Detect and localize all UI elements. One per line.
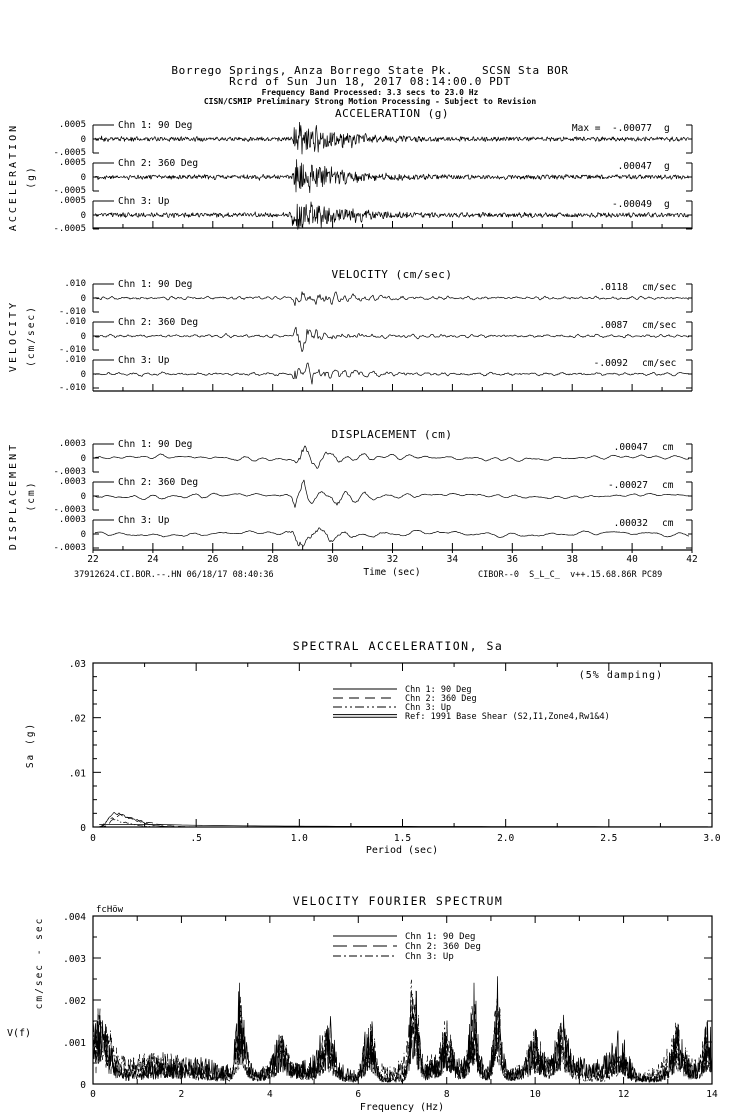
displacement-max-unit: cm <box>662 518 674 529</box>
fourier-xtick-label: 4 <box>266 1089 273 1100</box>
sa-xtick-label: 1.0 <box>290 833 308 844</box>
time-tick-label: 26 <box>207 554 219 565</box>
displacement-scale-bottom-label: -.0003 <box>53 505 86 515</box>
fourier-xtick-label: 14 <box>706 1089 718 1100</box>
fourier-xlabel: Frequency (Hz) <box>359 1102 445 1113</box>
fourier-xtick-label: 2 <box>178 1089 185 1100</box>
sa-plot-title: SPECTRAL ACCELERATION, Sa <box>292 639 504 653</box>
acceleration-axis-unit: (g) <box>26 165 37 189</box>
velocity-scale-top-label: .010 <box>64 279 86 289</box>
time-series-panels <box>53 120 697 565</box>
velocity-scale-zero-label: 0 <box>80 332 86 342</box>
record-id-footer: 37912624.CI.BOR.--.HN 06/18/17 08:40:36 <box>74 570 274 580</box>
processing-footer: CIBOR--0 S_L_C_ v++.15.68.86R PC89 <box>478 570 663 580</box>
acceleration-scale-bottom-label: -.0005 <box>53 224 86 234</box>
time-tick-label: 34 <box>446 554 459 565</box>
record-timestamp: Rcrd of Sun Jun 18, 2017 08:14:00.0 PDT <box>229 75 511 88</box>
velocity-scale-zero-label: 0 <box>80 294 86 304</box>
velocity-scale-zero-label: 0 <box>80 370 86 380</box>
frequency-band-note: Frequency Band Processed: 3.3 secs to 23.0 Hz <box>261 88 479 97</box>
fourier-xtick-label: 6 <box>355 1089 362 1100</box>
fourier-xtick-label: 0 <box>90 1089 96 1100</box>
velocity-axis-unit: (cm/sec) <box>26 305 37 367</box>
velocity-max-value: .0118 <box>599 282 628 293</box>
sa-curve-ref <box>99 825 708 827</box>
sa-legend-chn2: Chn 2: 360 Deg <box>405 694 477 704</box>
acceleration-max-value: .00047 <box>617 161 652 172</box>
acceleration-panel-title: ACCELERATION (g) <box>335 107 449 120</box>
sa-legend-chn3: Chn 3: Up <box>405 703 452 713</box>
acceleration-channel-label: Chn 1: 90 Deg <box>118 120 193 131</box>
acceleration-max-value: Max = -.00077 <box>571 123 652 134</box>
time-tick-label: 38 <box>566 554 578 565</box>
sa-xtick-label: 0 <box>90 833 96 844</box>
acceleration-scale-top-label: .0005 <box>58 158 86 168</box>
time-axis-label: Time (sec) <box>363 567 421 578</box>
sa-xtick-label: 2.0 <box>497 833 515 844</box>
fourier-ytick-label: .002 <box>63 996 86 1007</box>
acceleration-scale-bottom-label: -.0005 <box>53 186 86 196</box>
displacement-channel-label: Chn 2: 360 Deg <box>118 477 199 488</box>
sa-xtick-label: 2.5 <box>600 833 618 844</box>
acceleration-max-unit: g <box>664 161 670 172</box>
time-tick-label: 36 <box>506 554 519 565</box>
displacement-panel-title: DISPLACEMENT (cm) <box>331 428 453 441</box>
acceleration-max-unit: g <box>664 199 670 210</box>
fourier-ytick-label: .004 <box>63 912 86 923</box>
time-tick-label: 28 <box>266 554 279 565</box>
acceleration-scale-zero-label: 0 <box>80 173 86 183</box>
velocity-channel-label: Chn 2: 360 Deg <box>118 317 199 328</box>
time-tick-label: 42 <box>686 554 698 565</box>
sa-xtick-label: 1.5 <box>393 833 412 844</box>
velocity-channel-label: Chn 1: 90 Deg <box>118 279 193 290</box>
displacement-scale-zero-label: 0 <box>80 530 86 540</box>
velocity-max-value: -.0092 <box>593 358 628 369</box>
displacement-axis-label: DISPLACEMENT <box>8 441 19 551</box>
velocity-scale-bottom-label: -.010 <box>58 383 86 393</box>
displacement-max-value: .00047 <box>613 442 648 453</box>
acceleration-waveform-chn3 <box>95 202 688 230</box>
displacement-channel-label: Chn 1: 90 Deg <box>118 439 193 450</box>
fourier-ytick-label: 0 <box>80 1080 86 1091</box>
sa-ytick-label: .01 <box>68 768 86 780</box>
velocity-waveform-chn1 <box>95 292 689 306</box>
sa-xtick-label: 3.0 <box>703 833 721 844</box>
sa-curve-chn1 <box>99 812 703 827</box>
fourier-legend-chn2: Chn 2: 360 Deg <box>405 942 481 952</box>
acceleration-scale-zero-label: 0 <box>80 135 86 145</box>
sa-plot-frame <box>93 663 712 827</box>
velocity-max-unit: cm/sec <box>642 282 677 293</box>
fourier-legend <box>333 932 481 962</box>
velocity-panel-title: VELOCITY (cm/sec) <box>331 268 453 281</box>
station-title: Borrego Springs, Anza Borrego State Pk. SCSN Sta BOR <box>171 64 569 77</box>
damping-note: (5% damping) <box>578 670 663 681</box>
acceleration-max-unit: g <box>664 123 670 134</box>
fourier-ylabel-units: cm/sec - sec <box>34 916 45 1010</box>
displacement-channel-label: Chn 3: Up <box>118 515 170 526</box>
time-tick-label: 32 <box>386 554 399 565</box>
acceleration-axis-label: ACCELERATION <box>8 122 19 232</box>
acceleration-max-value: -.00049 <box>611 199 652 210</box>
acceleration-scale-bottom-label: -.0005 <box>53 148 86 158</box>
sa-legend-ref: Ref: 1991 Base Shear (S2,I1,Zone4,Rw1&4) <box>405 712 610 722</box>
sa-plot-content <box>69 659 721 844</box>
velocity-scale-top-label: .010 <box>64 355 86 365</box>
fourier-xtick-label: 8 <box>443 1089 450 1100</box>
displacement-max-unit: cm <box>662 442 674 453</box>
fourier-xtick-label: 10 <box>529 1089 541 1100</box>
displacement-max-unit: cm <box>662 480 674 491</box>
time-tick-label: 30 <box>326 554 339 565</box>
displacement-scale-zero-label: 0 <box>80 492 86 502</box>
fourier-xtick-label: 12 <box>617 1089 630 1100</box>
displacement-scale-top-label: .0003 <box>58 439 86 449</box>
fourier-legend-chn1: Chn 1: 90 Deg <box>405 932 476 942</box>
displacement-scale-bottom-label: -.0003 <box>53 543 86 553</box>
sa-ytick-label: .02 <box>68 713 86 725</box>
acceleration-scale-top-label: .0005 <box>58 120 86 130</box>
velocity-max-value: .0087 <box>599 320 628 331</box>
time-tick-label: 24 <box>147 554 159 565</box>
displacement-scale-top-label: .0003 <box>58 477 86 487</box>
acceleration-channel-label: Chn 2: 360 Deg <box>118 158 199 169</box>
fourier-ytick-label: .001 <box>63 1038 86 1049</box>
sa-xlabel: Period (sec) <box>365 845 439 856</box>
sa-legend-chn1: Chn 1: 90 Deg <box>405 685 472 695</box>
processing-note: CISN/CSMIP Preliminary Strong Motion Processing - Subject to Revision <box>203 97 537 106</box>
displacement-max-value: -.00027 <box>607 480 648 491</box>
acceleration-channel-label: Chn 3: Up <box>118 196 170 207</box>
sa-curve-chn3 <box>99 818 703 827</box>
sa-ytick-label: 0 <box>80 823 86 834</box>
fourier-legend-chn3: Chn 3: Up <box>405 952 454 962</box>
velocity-scale-bottom-label: -.010 <box>58 345 86 355</box>
velocity-max-unit: cm/sec <box>642 320 677 331</box>
sa-xtick-label: .5 <box>190 833 202 844</box>
acceleration-scale-zero-label: 0 <box>80 211 86 221</box>
sa-ytick-label: .03 <box>68 659 86 670</box>
velocity-scale-bottom-label: -.010 <box>58 307 86 317</box>
velocity-scale-top-label: .010 <box>64 317 86 327</box>
time-tick-label: 40 <box>626 554 638 565</box>
fourier-plot-content <box>63 912 718 1100</box>
displacement-max-value: .00032 <box>613 518 648 529</box>
acceleration-scale-top-label: .0005 <box>58 196 86 206</box>
displacement-scale-zero-label: 0 <box>80 454 86 464</box>
fourier-plot-title: VELOCITY FOURIER SPECTRUM <box>292 894 504 908</box>
velocity-max-unit: cm/sec <box>642 358 677 369</box>
displacement-axis-unit: (cm) <box>26 480 37 512</box>
fourier-ylabel-v: V(f) <box>7 1028 32 1039</box>
fourier-corner-note: fcHöw <box>96 905 124 915</box>
displacement-scale-top-label: .0003 <box>58 515 86 525</box>
time-tick-label: 22 <box>87 554 99 565</box>
fourier-ytick-label: .003 <box>63 954 86 965</box>
displacement-scale-bottom-label: -.0003 <box>53 467 86 477</box>
sa-legend <box>333 685 610 722</box>
velocity-channel-label: Chn 3: Up <box>118 355 170 366</box>
sa-ylabel: Sa (g) <box>25 721 36 769</box>
velocity-axis-label: VELOCITY <box>8 299 19 373</box>
